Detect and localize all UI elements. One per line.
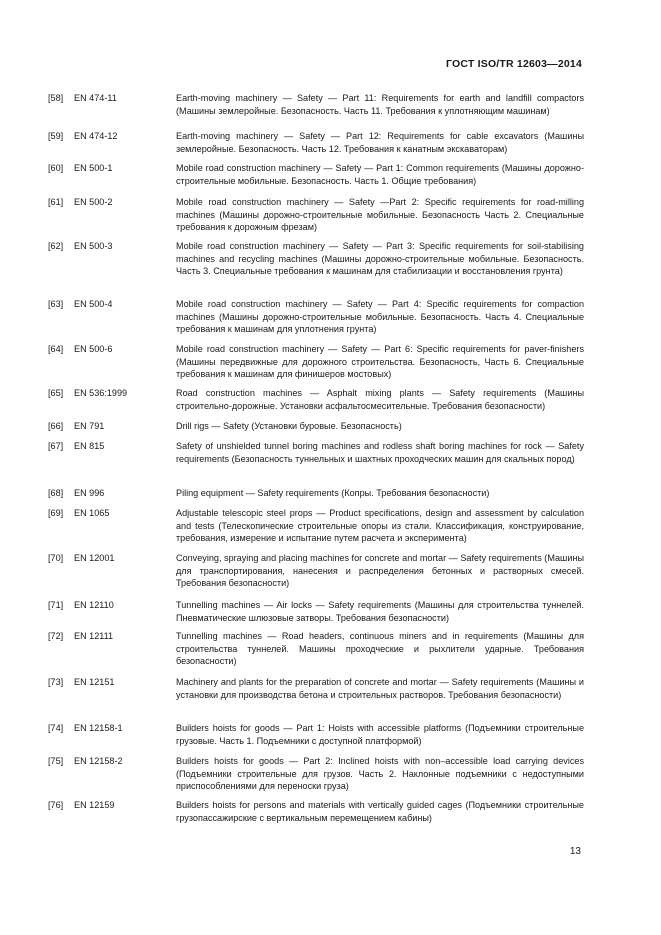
reference-number: [75] <box>48 756 64 766</box>
reference-number: [59] <box>48 131 64 141</box>
reference-item <box>48 507 584 552</box>
reference-code: EN 12001 <box>74 553 115 563</box>
reference-number: [64] <box>48 344 64 354</box>
reference-title: Adjustable telescopic steel props — Product specifications, design and assessment by calculation and tests (Телескопические строительные опоры из стали. Классификация, конструирование, требования, измерение и испытание путем расчета и экспериментa) <box>176 508 584 544</box>
reference-code: EN 12158-2 <box>74 756 123 766</box>
reference-item <box>48 755 584 799</box>
reference-item <box>48 799 584 831</box>
reference-code: EN 791 <box>74 421 105 431</box>
reference-title: Mobile road construction machinery — Safety —Part 2: Specific requirements for road-milling machines (Машины дорожно-строительные мобильные. Безопасность Часть 2. Специальные требования к дорожным фрезам) <box>176 197 584 233</box>
reference-item <box>48 420 584 440</box>
reference-code: EN 12159 <box>74 800 115 810</box>
reference-item <box>48 487 584 507</box>
reference-item <box>48 552 584 599</box>
reference-title: Conveying, spraying and placing machines for concrete and mortar — Safety requirements (Машины для транспортирования, нанесения и распределения бетонных и растворных смесей. Требования безопасности) <box>176 553 584 589</box>
reference-title: Builders hoists for persons and materials with vertically guided cages (Подъемники строительные грузопассажирские с вертикальным перемещением кабины) <box>176 800 584 823</box>
reference-number: [68] <box>48 488 64 498</box>
reference-code: EN 12151 <box>74 677 115 687</box>
reference-list <box>48 92 584 831</box>
reference-number: [70] <box>48 553 64 563</box>
reference-number: [66] <box>48 421 64 431</box>
reference-number: [60] <box>48 163 64 173</box>
reference-code: EN 536:1999 <box>74 388 128 398</box>
reference-title: Mobile road construction machinery — Safety — Part 1: Common requirements (Машины дорожно-строительные мобильные. Безопасность. Часть 1. Общие требования) <box>176 163 584 186</box>
reference-item <box>48 196 584 240</box>
reference-title: Mobile road construction machinery — Safety — Part 3: Specific requirements for soil-stabilising machines and recycling machines (Машины дорожно-строительные мобильные. Безопасность. Часть 3. Специальные требования к машинам для стабилизации и восстановления грунта) <box>176 241 584 277</box>
reference-code: EN 500-6 <box>74 344 113 354</box>
reference-number: [62] <box>48 241 64 251</box>
reference-number: [74] <box>48 723 64 733</box>
reference-title: Road construction machines — Asphalt mixing plants — Safety requirements (Машины строительно-дорожные. Установки асфальтосмесительные. Требования безопасности) <box>176 388 584 411</box>
reference-number: [73] <box>48 677 64 687</box>
reference-title: Tunnelling machines — Air locks — Safety requirements (Машины для строительства туннелей. Пневматические шлюзовые затворы. Требования безопасности) <box>176 600 584 623</box>
reference-number: [72] <box>48 631 64 641</box>
reference-title: Earth-moving machinery — Safety — Part 12: Requirements for cable excavators (Машины землеройные. Безопасность. Часть 12. Требования к канатным экскаваторам) <box>176 131 584 154</box>
reference-item <box>48 92 584 130</box>
reference-code: EN 12111 <box>74 631 114 641</box>
reference-title: Earth-moving machinery — Safety — Part 11: Requirements for earth and landfill compactors (Машины землеройные. Безопасность. Часть 11. Требования к уплотняющим машинам) <box>176 93 584 116</box>
reference-number: [58] <box>48 93 64 103</box>
reference-item <box>48 298 584 343</box>
reference-code: EN 996 <box>74 488 105 498</box>
reference-title: Drill rigs — Safety (Установки буровые. Безопасность) <box>176 421 402 431</box>
reference-item <box>48 387 584 420</box>
reference-code: EN 474-11 <box>74 93 117 103</box>
document-header: ГОСТ ISO/TR 12603—2014 <box>445 58 582 70</box>
reference-item <box>48 343 584 387</box>
reference-code: EN 12158-1 <box>74 723 123 733</box>
reference-code: EN 815 <box>74 441 105 451</box>
reference-item <box>48 440 584 487</box>
reference-code: EN 500-4 <box>74 299 113 309</box>
reference-number: [61] <box>48 197 64 207</box>
reference-number: [65] <box>48 388 64 398</box>
reference-number: [69] <box>48 508 64 518</box>
reference-item <box>48 630 584 676</box>
reference-title: Builders hoists for goods — Part 2: Inclined hoists with non–accessible load carrying devices (Подъемники строительные для грузов. Часть 2. Наклонные подъемники с недоступными приспособлениями для переноски груза) <box>176 756 584 792</box>
reference-title: Safety of unshielded tunnel boring machines and rodless shaft boring machines for rock — Safety requirements (Безопасность туннельных и шахтных проходческих машин для скальных пород) <box>176 441 584 464</box>
reference-code: EN 1065 <box>74 508 110 518</box>
reference-title: Mobile road construction machinery — Safety — Part 4: Specific requirements for compaction machines (Машины дорожно-строительные мобильные. Безопасность. Часть 4. Специальные требования к машинам для уплотнения грунта) <box>176 299 584 335</box>
reference-title: Mobile road construction machinery — Safety — Part 6: Specific requirements for paver-finishers (Машины передвижные для дорожного строительства. Безопасность, Часть 6. Специальные требования к машинам для финишеров мостовых) <box>176 344 584 380</box>
reference-code: EN 500-1 <box>74 163 113 173</box>
reference-item <box>48 599 584 630</box>
reference-title: Tunnelling machines — Road headers, continuous miners and in requirements (Машины для строительства туннелей. Машины проходческие и рыхлители ударные. Требования безопасности) <box>176 631 584 667</box>
reference-code: EN 500-3 <box>74 241 113 251</box>
reference-number: [63] <box>48 299 64 309</box>
reference-item <box>48 722 584 755</box>
reference-code: EN 500-2 <box>74 197 113 207</box>
reference-title: Machinery and plants for the preparation of concrete and mortar — Safety requirements (Машины и установки для производства бетона и строительных растворов. Требования безопасности) <box>176 677 584 700</box>
reference-title: Piling equipment — Safety requirements (Копры. Требования безопасности) <box>176 488 490 498</box>
reference-number: [76] <box>48 800 64 810</box>
reference-number: [67] <box>48 441 64 451</box>
page-number: 13 <box>569 846 581 857</box>
reference-item <box>48 162 584 196</box>
reference-code: EN 474-12 <box>74 131 118 141</box>
reference-code: EN 12110 <box>74 600 114 610</box>
reference-item <box>48 676 584 722</box>
reference-item <box>48 130 584 162</box>
reference-title: Builders hoists for goods — Part 1: Hoists with accessible platforms (Подъемники строительные грузовые. Часть 1. Подъемники с доступной платформой) <box>176 723 584 746</box>
reference-item <box>48 240 584 298</box>
reference-number: [71] <box>48 600 64 610</box>
